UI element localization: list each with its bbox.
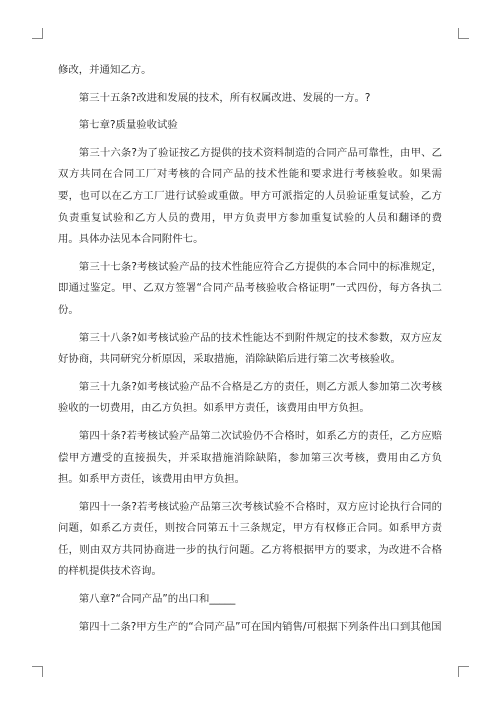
crop-mark-bottom-right (458, 666, 469, 677)
paragraph-article-39: 第三十九条?如考核试验产品不合格是乙方的责任，则乙方派人参加第二次考核验收的一切费用，由乙方负担。如系甲方责任，该费用由甲方负担。 (58, 380, 442, 415)
paragraph-article-40: 第四十条?若考核试验产品第二次试验仍不合格时，如系乙方的责任，乙方应赔偿甲方遭受的直接损失，并采取措施消除缺陷，参加第三次考核，费用由乙方负担。如系甲方责任，该费用由甲方负担。 (58, 429, 442, 486)
paragraph-article-42: 第四十二条?甲方生产的“合同产品”可在国内销售/可根据下列条件出口到其他国 (78, 620, 442, 633)
chapter-heading-8: 第八章?“合同产品”的出口和_____ (78, 593, 236, 606)
crop-mark-top-left (32, 28, 43, 39)
crop-mark-bottom-left (32, 666, 43, 677)
paragraph-article-37: 第三十七条?考核试验产品的技术性能应符合乙方提供的本合同中的标准规定，即通过鉴定。甲、乙双方签署“合同产品考核验收合格证明”一式四份，每方各执二份。 (58, 260, 442, 316)
document-body (58, 60, 442, 644)
chapter-heading-7: 第七章?质量验收试验 (78, 119, 178, 132)
paragraph-article-35: 第三十五条?改进和发展的技术，所有权属改进、发展的一方。? (78, 91, 371, 104)
paragraph-continuation: 修改，并通知乙方。 (58, 64, 152, 76)
paragraph-article-41: 第四十一条?若考核试验产品第三次考核试验不合格时，双方应讨论执行合同的问题，如系乙方责任，则按合同第五十三条规定，甲方有权修正合同。如系甲方责任，则由双方共同协商进一步的执行问题。乙方将根据甲方的要求，为改进不合格的样机提供技术咨询。 (58, 500, 442, 578)
crop-mark-top-right (458, 28, 469, 39)
paragraph-article-36: 第三十六条?为了验证按乙方提供的技术资料制造的合同产品可靠性，由甲、乙双方共同在合同工厂对考核的合同产品的技术性能和要求进行考核验收。如果需要，也可以在乙方工厂进行试验或重做。甲方可派指定的人员验证重复试验，乙方负责重复试验和乙方人员的费用，甲方负责甲方参加重复试验的人员和翻译的费用。具体办法见本合同附件七。 (58, 146, 442, 246)
paragraph-article-38: 第三十八条?如考核试验产品的技术性能达不到附件规定的技术参数，双方应友好协商，共同研究分析原因，采取措施，消除缺陷后进行第二次考核验收。 (58, 331, 442, 366)
